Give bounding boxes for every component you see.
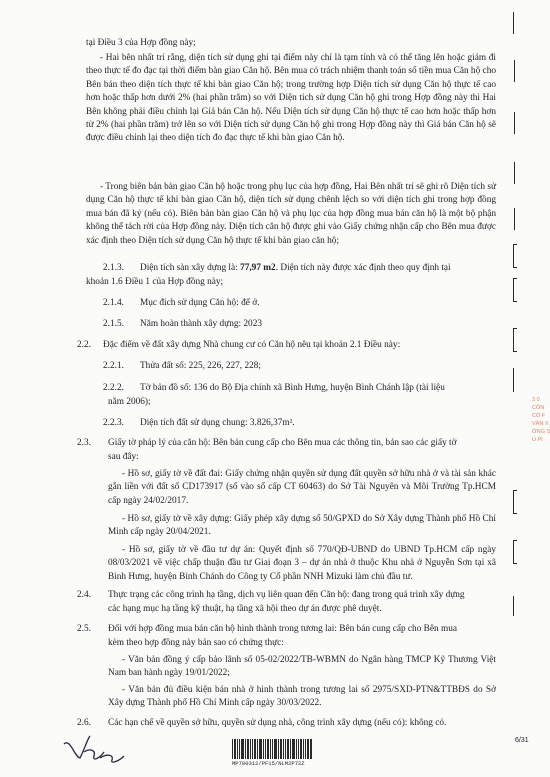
clause-number: 2.1.5.: [103, 319, 124, 329]
text-line: các hạng mục hạ tầng kỹ thuật, hạ tầng xã hội theo dự án được phê duyệt.: [108, 604, 382, 614]
text-line: Mục đích sử dụng Căn hộ: để ở.: [140, 298, 260, 308]
binding-mark: [513, 244, 517, 245]
text-line: kèm theo hợp đồng này bản sao có chứng thực:: [108, 638, 284, 648]
floor-area-tail: . Diện tích này được xác định theo quy định tại: [275, 263, 451, 273]
binding-mark: [514, 60, 515, 82]
text-line: sau đây:: [108, 452, 139, 462]
guarantee-paragraph: - Văn bản đồng ý cấp bảo lãnh số 05-02/2022/TB-WBMN do Ngân hàng TMCP Kỹ Thương Việt Nam ban hành ngày 19/01/2022;: [108, 655, 496, 679]
text-line: Tờ bản đồ số: 136 do Bộ Địa chính xã Bình Hưng, huyện Bình Chánh lập (tài liệu: [140, 383, 445, 393]
clause-number: 2.3.: [77, 438, 91, 448]
text-line: Đối với hợp đồng mua bán căn hộ hình thành trong tương lai: Bên bán cung cấp cho Bên mua: [108, 624, 457, 634]
binding-mark: [514, 162, 515, 184]
company-stamp: [532, 396, 550, 476]
floor-area-value: 77,97 m2: [240, 263, 276, 273]
clause-number: 2.2.1.: [103, 361, 124, 371]
land-documents-paragraph: - Hồ sơ, giấy tờ về đất đai: Giấy chứng nhận quyền sử dụng đất quyền sở hữu nhà ở và tài sản khác gắn liền với đất số CD173917 (số vào sổ cấp CT 60463) do Sở Tài Nguyên và Môi Trường Tp.HCM cấp ngày 24/02/2017.: [108, 469, 496, 506]
text-line: Giấy tờ pháp lý của căn hộ: Bên bán cung cấp cho Bên mua các thông tin, bản sao các giấy tờ: [108, 438, 457, 448]
binding-mark: [513, 351, 517, 352]
floor-area-line: [140, 262, 451, 275]
text-line: khoản 1.6 Điều 1 của Hợp đồng này;: [86, 277, 224, 287]
binding-mark: [513, 267, 517, 268]
page-number: 6/31: [515, 737, 529, 744]
clause-number: 2.1.3.: [103, 263, 124, 273]
stamp-line: CÔN: [532, 405, 545, 411]
binding-mark: [513, 328, 514, 352]
binding-mark: [513, 563, 517, 564]
barcode-text: MP700312/PF15/NLM2P72Z: [232, 760, 305, 767]
binding-mark: [514, 208, 515, 230]
binding-mark: [513, 490, 514, 514]
clause-number: 2.1.4.: [103, 298, 124, 308]
text-line: tại Điều 3 của Hợp đồng này;: [86, 38, 196, 48]
binding-mark: [514, 112, 515, 134]
floor-area-label: Diện tích sàn xây dựng là:: [140, 263, 241, 273]
binding-mark: [513, 12, 514, 34]
binding-mark: [513, 278, 517, 279]
binding-mark: [513, 278, 514, 302]
clause-number: 2.2.2.: [103, 383, 124, 393]
clause-number: 2.2.: [77, 340, 91, 350]
clause-number: 2.4.: [77, 590, 91, 600]
binding-mark: [513, 490, 517, 491]
binding-mark: [513, 540, 517, 541]
stamp-line: Ú PI: [532, 437, 543, 443]
text-line: năm 2006);: [108, 397, 151, 407]
signature-icon: [60, 728, 130, 768]
text-line: Đặc điểm về đất xây dựng Nhà chung cư có Căn hộ nêu tại khoản 2.1 Điều này:: [103, 340, 401, 350]
handover-paragraph: - Trong biên bản bàn giao Căn hộ hoặc trong phụ lục của hợp đồng, Hai Bên nhất trí sẽ ghi rõ Diện tích sử dụng Căn hộ thực tế khi bàn giao Căn hộ, diện tích sử dụng chênh lệch so với diện tích ghi trong hợp đồng mua bán đã ký (nếu có). Biên bản bàn giao Căn hộ và phụ lục của hợp đồng mua bán căn hộ là một bộ phận không thể tách rời của Hợp đồng này. Diện tích căn hộ được ghi vào Giấy chứng nhận cấp cho Bên mua được xác định theo Diện tích sử dụng Căn hộ thực tế khi bàn giao căn hộ;: [86, 182, 496, 246]
stamp-line: CỔ F: [532, 413, 546, 419]
binding-mark: [513, 513, 517, 514]
binding-mark: [513, 596, 514, 616]
eligibility-paragraph: - Văn bản đủ điều kiện bán nhà ở hình thành trong tương lai số 2975/SXD-PTN&TTBĐS do Sở Xây dựng Thành phố Hồ Chí Minh cấp ngày 30/03/2022.: [108, 685, 496, 709]
text-line: Diện tích đất sử dụng chung: 3.826,37m².: [140, 418, 295, 428]
binding-mark: [513, 328, 517, 329]
binding-mark: [513, 368, 514, 392]
stamp-line: 3 0: [532, 397, 540, 403]
clause-number: 2.2.3.: [103, 418, 124, 428]
text-line: Các hạn chế về quyền sở hữu, quyền sử dụng nhà, công trình xây dựng (nếu có): không có.: [108, 718, 447, 728]
area-note-paragraph: - Hai bên nhất trí rằng, diện tích sử dụng ghi tại điểm này chỉ là tạm tính và có thể tăng lên hoặc giảm đi theo thực tế đo đạc tại thời điểm bàn giao Căn hộ. Bên mua có trách nhiệm thanh toán số tiền mua Căn hộ cho Bên bán theo diện tích thực tế khi bàn giao Căn hộ; trong trường hợp Diện tích sử dụng Căn hộ thực tế cao hơn hoặc thấp hơn dưới 2% (hai phần trăm) so với Diện tích sử dụng Căn hộ ghi trong Hợp đồng này thì Hai Bên không phải điều chỉnh lại Giá bán Căn hộ. Nếu Diện tích sử dụng Căn hộ thực tế cao hơn hoặc thấp hơn từ 2% (hai phần trăm) trở lên so với Diện tích sử dụng Căn hộ ghi trong Hợp đồng này thì Giá bán Căn hộ sẽ được điều chỉnh lại theo diện tích đo đạc thực tế khi bàn giao Căn hộ.: [86, 53, 496, 144]
stamp-line: VĂN X: [532, 421, 549, 427]
text-line: Thửa đất số: 225, 226, 227, 228;: [140, 361, 261, 371]
clause-number: 2.5.: [77, 624, 91, 634]
binding-mark: [513, 301, 517, 302]
binding-mark: [513, 540, 514, 564]
text-line: Năm hoàn thành xây dựng: 2023: [140, 319, 263, 329]
text-line: Thực trạng các công trình hạ tầng, dịch vụ liên quan đến Căn hộ: đang trong quá trình xây dựng: [108, 590, 465, 600]
investment-paragraph: - Hồ sơ, giấy tờ về đầu tư dự án: Quyết định số 770/QĐ-UBND do UBND Tp.HCM cấp ngày 08/03/2021 về việc chấp thuận đầu tư Giai đoạn 3 – dự án nhà ở thuộc Khu nhà ở Nguyễn Sơn tại xã Bình Hưng, huyện Bình Chánh do Công ty Cổ phần NNH Mizuki làm chủ đầu tư.: [108, 545, 496, 582]
construction-permit-paragraph: - Hồ sơ, giấy tờ về xây dựng: Giấy phép xây dựng số 50/GPXD do Sở Xây dựng Thành phố Hồ Chí Minh cấp ngày 20/04/2021.: [108, 514, 496, 538]
stamp-line: ỞNG S: [532, 429, 550, 435]
binding-mark: [513, 244, 514, 268]
clause-number: 2.6.: [77, 718, 91, 728]
barcode-icon: [232, 739, 312, 759]
